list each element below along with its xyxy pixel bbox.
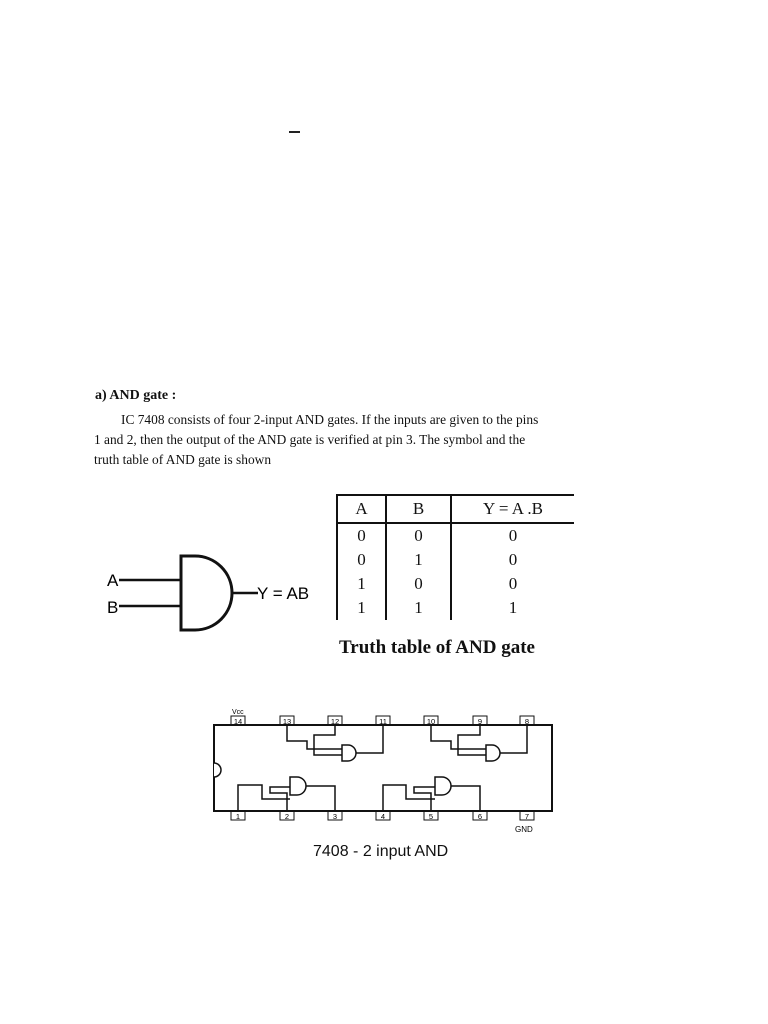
truth-table <box>336 494 574 620</box>
cell-y: 0 <box>508 550 518 569</box>
pin-label: 8 <box>524 717 530 726</box>
pin-label: 3 <box>332 812 338 821</box>
pin-label: 1 <box>235 812 241 821</box>
cell-b: 0 <box>386 572 451 596</box>
description-paragraph <box>94 410 626 470</box>
truth-table-caption: Truth table of AND gate <box>339 637 535 658</box>
pin-label: 7 <box>524 812 530 821</box>
pin-label: 2 <box>284 812 290 821</box>
cell-b: 1 <box>386 596 451 620</box>
header-b: B <box>386 495 451 523</box>
cell-b: 0 <box>386 523 451 548</box>
input-b-label: B <box>107 598 119 617</box>
output-label: Y = AB <box>257 584 310 603</box>
cell-a: 0 <box>337 548 386 572</box>
ic-caption: 7408 - 2 input AND <box>313 843 449 860</box>
header-a: A <box>337 495 386 523</box>
ic-7408-diagram <box>210 705 560 835</box>
and-gate-bottom-left <box>238 777 335 811</box>
cell-y: 0 <box>508 574 518 593</box>
table-row <box>337 596 574 620</box>
cell-b: 1 <box>386 548 451 572</box>
pin-label: 12 <box>330 717 340 726</box>
pin-label: 13 <box>282 717 292 726</box>
gnd-label: GND <box>515 825 533 834</box>
pin-label: 9 <box>477 717 483 726</box>
pin-label: 4 <box>380 812 386 821</box>
and-gate-top-left <box>287 725 383 761</box>
paragraph-line: truth table of AND gate is shown <box>94 452 272 467</box>
truth-table-header-row <box>337 495 574 523</box>
pin-label: 14 <box>233 717 243 726</box>
pin-label: 11 <box>379 717 387 726</box>
paragraph-line: 1 and 2, then the output of the AND gate is verified at pin 3. The symbol and the <box>94 432 526 447</box>
cell-a: 0 <box>337 523 386 548</box>
pin-label: 6 <box>477 812 483 821</box>
ic-notch <box>214 763 221 777</box>
and-gate-top-right <box>431 725 527 761</box>
table-row <box>337 548 574 572</box>
paragraph-line: IC 7408 consists of four 2-input AND gates. If the inputs are given to the pins <box>121 412 539 427</box>
section-heading: a) AND gate : <box>95 388 177 403</box>
pin-label: 10 <box>426 717 436 726</box>
cell-a: 1 <box>337 572 386 596</box>
pin-label: 5 <box>428 812 434 821</box>
and-gate-body <box>181 556 232 630</box>
vcc-label: Vcc <box>232 709 244 716</box>
and-gate-bottom-right <box>383 777 480 811</box>
header-y: Y = A .B <box>451 495 574 523</box>
stray-dash-mark <box>289 131 300 133</box>
cell-a: 1 <box>337 596 386 620</box>
bottom-pins <box>231 811 534 821</box>
input-a-label: A <box>107 571 119 590</box>
cell-y: 0 <box>508 526 518 545</box>
cell-y: 1 <box>508 598 518 617</box>
table-row <box>337 523 574 548</box>
and-gate-symbol <box>95 545 325 635</box>
table-row <box>337 572 574 596</box>
